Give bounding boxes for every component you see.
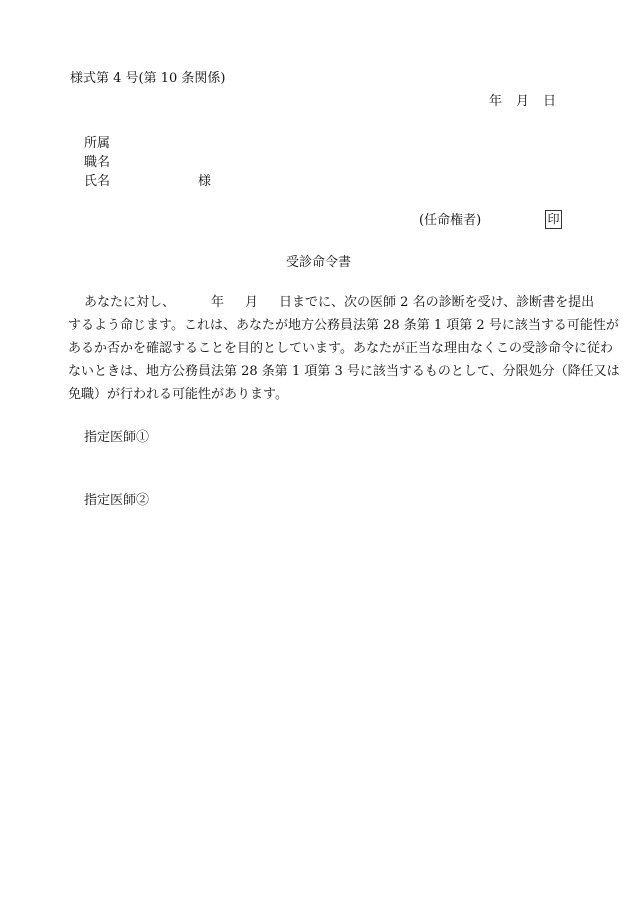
date-month: 月 [516, 94, 530, 109]
honorific: 様 [198, 174, 212, 189]
document-title: 受診命令書 [286, 255, 352, 270]
name-label: 氏名 [84, 174, 111, 189]
addressee-block [84, 134, 211, 191]
form-number: 様式第 4 号(第 10 条関係) [70, 71, 226, 86]
appointing-authority-label: (任命権者) [419, 213, 482, 228]
body-paragraph [68, 291, 620, 406]
affiliation-label: 所属 [84, 136, 111, 151]
designated-doctor-2-label: 指定医師② [84, 493, 150, 508]
seal-box: 印 [545, 210, 562, 229]
body-line-1: あなたに対し、 年 月 日までに、次の医師 2 名の診断を受け、診断書を提出 [84, 295, 595, 310]
date-day: 日 [543, 94, 557, 109]
body-line-2: するよう命じます。これは、あなたが地方公務員法第 28 条第 1 項第 2 号に該当する可能性が [68, 318, 619, 333]
body-line-3: あるか否かを確認することを目的としています。あなたが正当な理由なくこの受診命令に従わ [68, 341, 613, 356]
position-label: 職名 [84, 155, 111, 170]
body-line-4: ないときは、地方公務員法第 28 条第 1 項第 3 号に該当するものとして、分限処分（降任又は [68, 364, 620, 379]
issue-date [489, 94, 556, 110]
designated-doctor-1-label: 指定医師① [84, 430, 150, 445]
date-year: 年 [489, 94, 503, 109]
body-line-5: 免職）が行われる可能性があります。 [68, 387, 288, 402]
name-row [84, 172, 211, 191]
